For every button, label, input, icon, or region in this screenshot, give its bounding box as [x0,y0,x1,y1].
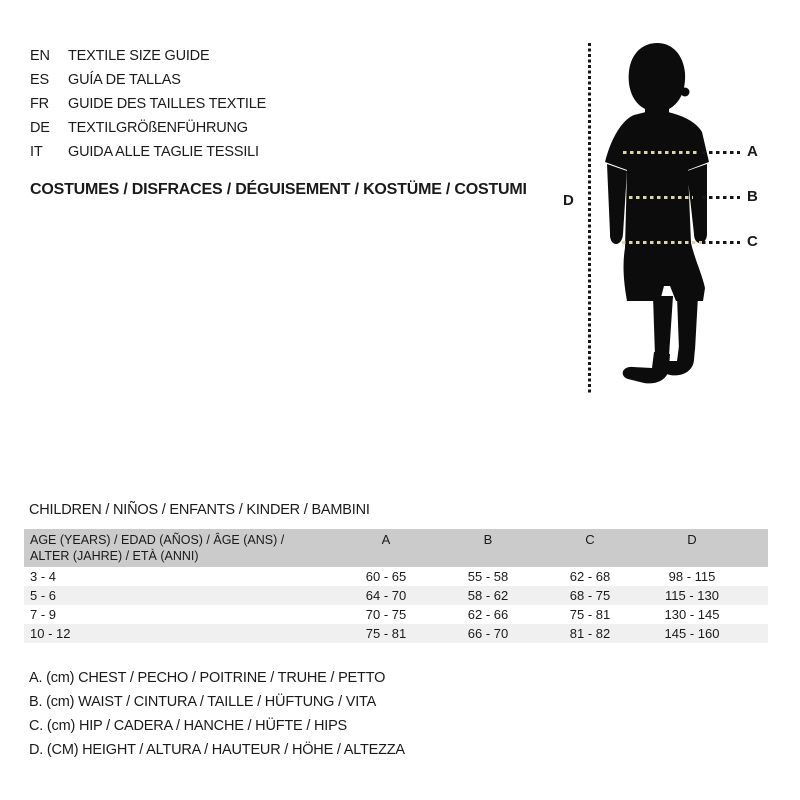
language-row [30,92,266,116]
footnote-chest: A. (cm) CHEST / PECHO / POITRINE / TRUHE / PETTO [29,670,386,686]
category-title: COSTUMES / DISFRACES / DÉGUISEMENT / KOSTÜME / COSTUMI [30,181,527,198]
language-row [30,68,266,92]
chest-connector-line [702,151,740,154]
table-row [24,586,768,605]
chest-measure-line [623,151,700,154]
value-cell: 60 - 65 [365,569,407,584]
age-cell: 5 - 6 [30,588,57,603]
value-cell: 75 - 81 [569,607,611,622]
language-title: TEXTILE SIZE GUIDE [68,48,210,64]
value-cell: 66 - 70 [467,626,509,641]
value-cell: 98 - 115 [668,569,716,584]
footnotes [29,666,405,762]
language-row [30,116,266,140]
age-header-line1: AGE (YEARS) / EDAD (AÑOS) / ÂGE (ANS) / [30,533,285,547]
measure-label-c: C [747,233,758,250]
language-code: ES [30,72,49,88]
language-title: GUÍA DE TALLAS [68,72,181,88]
hip-measure-line [622,241,702,244]
hip-connector-line [702,241,740,244]
language-row [30,44,266,68]
language-code: DE [30,120,50,136]
value-cell: 62 - 66 [467,607,509,622]
value-cell: 115 - 130 [665,588,719,603]
measure-label-a: A [747,143,758,160]
table-row [24,624,768,643]
value-cell: 68 - 75 [569,588,611,603]
height-label: D [563,192,574,209]
column-header-a: A [381,532,391,547]
header-spacer [743,532,768,564]
age-cell: 3 - 4 [30,569,57,584]
child-silhouette-icon [600,38,740,393]
value-cell: 55 - 58 [467,569,509,584]
value-cell: 75 - 81 [365,626,407,641]
age-header-line2: ALTER (JAHRE) / ETÀ (ANNI) [30,549,199,563]
value-cell: 70 - 75 [365,607,407,622]
table-section-title: CHILDREN / NIÑOS / ENFANTS / KINDER / BAMBINI [29,502,370,518]
table-row [24,605,768,624]
language-title: TEXTILGRÖßENFÜHRUNG [68,120,248,136]
measure-label-b: B [747,188,758,205]
value-cell: 130 - 145 [664,607,720,622]
language-code: EN [30,48,50,64]
age-cell: 7 - 9 [30,607,57,622]
language-row [30,140,266,164]
footnote-height: D. (CM) HEIGHT / ALTURA / HAUTEUR / HÖHE / ALTEZZA [29,742,405,758]
value-cell: 81 - 82 [569,626,611,641]
size-table-header [24,529,768,567]
column-header-c: C [585,532,595,547]
language-title: GUIDA ALLE TAGLIE TESSILI [68,144,259,160]
language-code: IT [30,144,43,160]
column-header-b: B [483,532,493,547]
waist-measure-line [629,196,693,199]
footnote-hip: C. (cm) HIP / CADERA / HANCHE / HÜFTE / HIPS [29,718,348,734]
age-column-header [24,532,335,564]
footnote-waist: B. (cm) WAIST / CINTURA / TAILLE / HÜFTUNG / VITA [29,694,377,710]
column-header-d: D [687,532,697,547]
language-title: GUIDE DES TAILLES TEXTILE [68,96,267,112]
value-cell: 64 - 70 [365,588,407,603]
age-cell: 10 - 12 [30,626,71,641]
language-list [30,44,266,164]
value-cell: 58 - 62 [467,588,509,603]
value-cell: 62 - 68 [569,569,611,584]
language-code: FR [30,96,49,112]
table-row [24,567,768,586]
waist-connector-line [702,196,740,199]
size-table [24,529,768,643]
height-dotted-line [588,43,591,393]
value-cell: 145 - 160 [664,626,720,641]
